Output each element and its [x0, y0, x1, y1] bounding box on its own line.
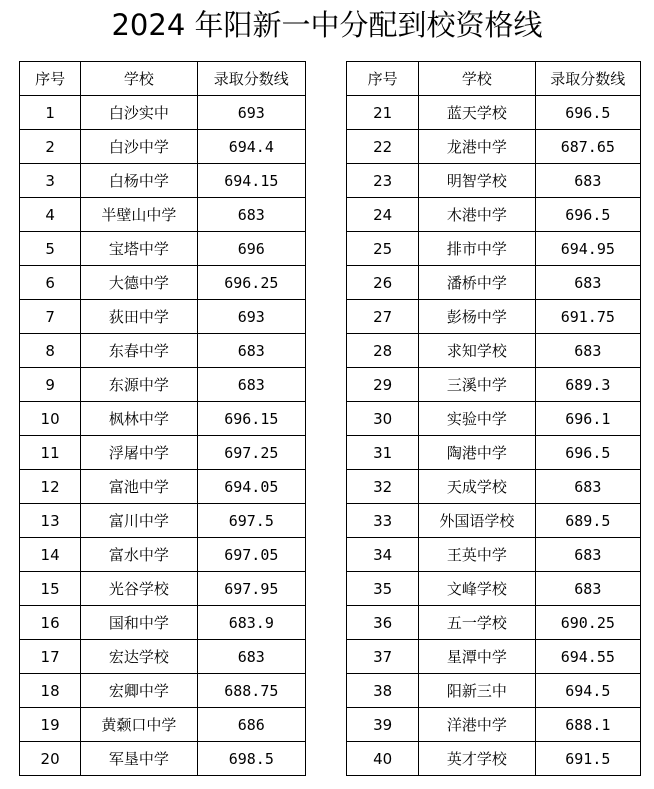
score-cell: 689.5 [535, 504, 640, 538]
seq-cell: 4 [20, 198, 81, 232]
score-cell: 690.25 [535, 606, 640, 640]
seq-cell: 12 [20, 470, 81, 504]
score-cell: 696.25 [197, 266, 305, 300]
seq-cell: 15 [20, 572, 81, 606]
seq-cell: 23 [347, 164, 419, 198]
school-cell: 半壁山中学 [81, 198, 197, 232]
seq-cell: 18 [20, 674, 81, 708]
score-cell: 697.25 [197, 436, 305, 470]
score-cell: 683 [197, 368, 305, 402]
score-cell: 683 [535, 470, 640, 504]
score-cell: 693 [197, 96, 305, 130]
school-cell: 枫林中学 [81, 402, 197, 436]
seq-cell: 29 [347, 368, 419, 402]
seq-cell: 34 [347, 538, 419, 572]
seq-cell: 39 [347, 708, 419, 742]
table-row [20, 198, 306, 232]
score-cell: 694.55 [535, 640, 640, 674]
seq-cell: 17 [20, 640, 81, 674]
score-cell: 687.65 [535, 130, 640, 164]
score-cell: 683 [197, 198, 305, 232]
school-cell: 五一学校 [419, 606, 535, 640]
table-row [347, 232, 641, 266]
seq-cell: 30 [347, 402, 419, 436]
table-row [347, 164, 641, 198]
table-row [347, 266, 641, 300]
seq-cell: 8 [20, 334, 81, 368]
table-header-row [20, 62, 306, 96]
table-row [347, 572, 641, 606]
school-cell: 富水中学 [81, 538, 197, 572]
score-cell: 698.5 [197, 742, 305, 776]
seq-cell: 19 [20, 708, 81, 742]
seq-cell: 2 [20, 130, 81, 164]
school-cell: 蓝天学校 [419, 96, 535, 130]
table-row [347, 470, 641, 504]
score-cell: 696.5 [535, 198, 640, 232]
school-cell: 富川中学 [81, 504, 197, 538]
score-cell: 683 [535, 334, 640, 368]
table-row [20, 300, 306, 334]
school-cell: 木港中学 [419, 198, 535, 232]
page-title: 2024 年阳新一中分配到校资格线 [111, 8, 543, 42]
school-cell: 光谷学校 [81, 572, 197, 606]
school-cell: 龙港中学 [419, 130, 535, 164]
school-cell: 白沙实中 [81, 96, 197, 130]
school-cell: 星潭中学 [419, 640, 535, 674]
header-score: 录取分数线 [535, 62, 640, 96]
table-row [20, 368, 306, 402]
seq-cell: 20 [20, 742, 81, 776]
school-cell: 东春中学 [81, 334, 197, 368]
seq-cell: 36 [347, 606, 419, 640]
table-row [20, 504, 306, 538]
seq-cell: 14 [20, 538, 81, 572]
score-cell: 683 [535, 572, 640, 606]
score-cell: 691.75 [535, 300, 640, 334]
seq-cell: 21 [347, 96, 419, 130]
score-cell: 697.95 [197, 572, 305, 606]
school-cell: 彭杨中学 [419, 300, 535, 334]
table-row [20, 674, 306, 708]
seq-cell: 38 [347, 674, 419, 708]
seq-cell: 3 [20, 164, 81, 198]
seq-cell: 40 [347, 742, 419, 776]
header-seq: 序号 [20, 62, 81, 96]
table-row [347, 300, 641, 334]
table-row [20, 538, 306, 572]
score-cell: 697.05 [197, 538, 305, 572]
score-cell: 689.3 [535, 368, 640, 402]
school-cell: 天成学校 [419, 470, 535, 504]
school-cell: 潘桥中学 [419, 266, 535, 300]
score-cell: 696.5 [535, 96, 640, 130]
school-cell: 宏卿中学 [81, 674, 197, 708]
seq-cell: 7 [20, 300, 81, 334]
table-header-row [347, 62, 641, 96]
school-cell: 三溪中学 [419, 368, 535, 402]
school-cell: 洋港中学 [419, 708, 535, 742]
header-score: 录取分数线 [197, 62, 305, 96]
table-row [20, 402, 306, 436]
seq-cell: 37 [347, 640, 419, 674]
table-row [347, 538, 641, 572]
table-row [20, 266, 306, 300]
table-row [20, 742, 306, 776]
school-cell: 白沙中学 [81, 130, 197, 164]
school-cell: 求知学校 [419, 334, 535, 368]
table-row [20, 436, 306, 470]
score-table-left [19, 61, 306, 776]
score-table-right [346, 61, 641, 776]
school-cell: 英才学校 [419, 742, 535, 776]
seq-cell: 1 [20, 96, 81, 130]
score-cell: 688.75 [197, 674, 305, 708]
seq-cell: 24 [347, 198, 419, 232]
seq-cell: 16 [20, 606, 81, 640]
table-row [347, 640, 641, 674]
seq-cell: 26 [347, 266, 419, 300]
score-cell: 696.1 [535, 402, 640, 436]
header-seq: 序号 [347, 62, 419, 96]
score-cell: 683 [535, 266, 640, 300]
table-row [347, 368, 641, 402]
score-cell: 696.15 [197, 402, 305, 436]
seq-cell: 22 [347, 130, 419, 164]
table-row [20, 640, 306, 674]
seq-cell: 13 [20, 504, 81, 538]
score-cell: 694.4 [197, 130, 305, 164]
table-row [347, 198, 641, 232]
school-cell: 明智学校 [419, 164, 535, 198]
school-cell: 军垦中学 [81, 742, 197, 776]
table-row [347, 674, 641, 708]
score-cell: 686 [197, 708, 305, 742]
seq-cell: 9 [20, 368, 81, 402]
seq-cell: 6 [20, 266, 81, 300]
table-row [20, 708, 306, 742]
school-cell: 白杨中学 [81, 164, 197, 198]
score-cell: 691.5 [535, 742, 640, 776]
score-cell: 696.5 [535, 436, 640, 470]
score-cell: 694.95 [535, 232, 640, 266]
seq-cell: 25 [347, 232, 419, 266]
seq-cell: 33 [347, 504, 419, 538]
table-row [347, 742, 641, 776]
table-row [20, 164, 306, 198]
table-row [347, 436, 641, 470]
seq-cell: 11 [20, 436, 81, 470]
school-cell: 宝塔中学 [81, 232, 197, 266]
table-row [347, 402, 641, 436]
school-cell: 宏达学校 [81, 640, 197, 674]
table-row [20, 130, 306, 164]
seq-cell: 28 [347, 334, 419, 368]
score-cell: 683 [197, 334, 305, 368]
school-cell: 实验中学 [419, 402, 535, 436]
score-cell: 694.5 [535, 674, 640, 708]
school-cell: 外国语学校 [419, 504, 535, 538]
school-cell: 荻田中学 [81, 300, 197, 334]
seq-cell: 32 [347, 470, 419, 504]
table-row [347, 334, 641, 368]
score-cell: 696 [197, 232, 305, 266]
seq-cell: 27 [347, 300, 419, 334]
score-cell: 693 [197, 300, 305, 334]
table-row [20, 334, 306, 368]
table-row [20, 572, 306, 606]
header-school: 学校 [419, 62, 535, 96]
school-cell: 富池中学 [81, 470, 197, 504]
school-cell: 陶港中学 [419, 436, 535, 470]
seq-cell: 10 [20, 402, 81, 436]
school-cell: 东源中学 [81, 368, 197, 402]
score-cell: 694.15 [197, 164, 305, 198]
table-row [347, 130, 641, 164]
score-cell: 694.05 [197, 470, 305, 504]
header-school: 学校 [81, 62, 197, 96]
table-row [347, 606, 641, 640]
school-cell: 阳新三中 [419, 674, 535, 708]
score-cell: 683 [535, 164, 640, 198]
seq-cell: 35 [347, 572, 419, 606]
score-cell: 683.9 [197, 606, 305, 640]
school-cell: 国和中学 [81, 606, 197, 640]
school-cell: 大德中学 [81, 266, 197, 300]
table-row [347, 708, 641, 742]
table-row [347, 504, 641, 538]
score-cell: 688.1 [535, 708, 640, 742]
table-row [20, 470, 306, 504]
score-cell: 697.5 [197, 504, 305, 538]
school-cell: 排市中学 [419, 232, 535, 266]
seq-cell: 5 [20, 232, 81, 266]
score-cell: 683 [535, 538, 640, 572]
table-row [347, 96, 641, 130]
school-cell: 文峰学校 [419, 572, 535, 606]
school-cell: 王英中学 [419, 538, 535, 572]
table-row [20, 96, 306, 130]
score-cell: 683 [197, 640, 305, 674]
school-cell: 浮屠中学 [81, 436, 197, 470]
table-row [20, 606, 306, 640]
table-row [20, 232, 306, 266]
school-cell: 黄颡口中学 [81, 708, 197, 742]
seq-cell: 31 [347, 436, 419, 470]
